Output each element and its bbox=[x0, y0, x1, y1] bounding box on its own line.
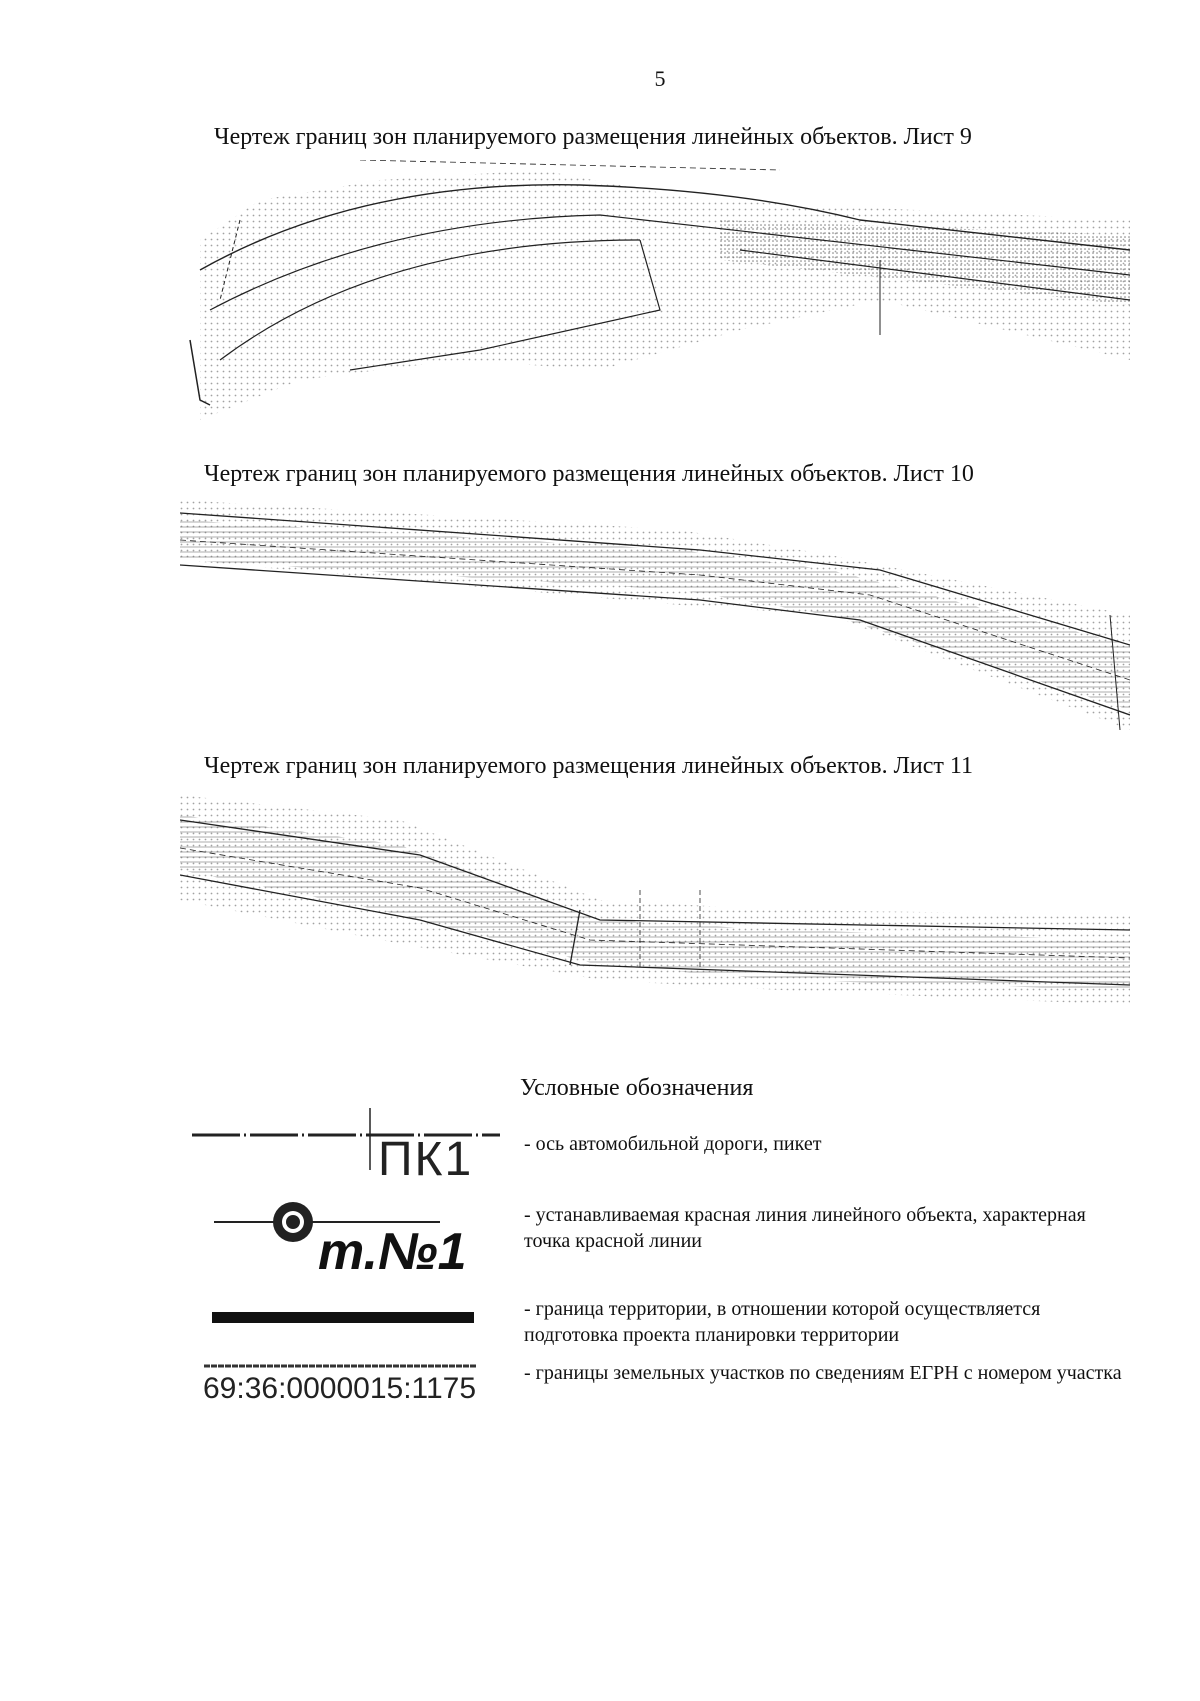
cadastral-number: 69:36:0000015:1175 bbox=[203, 1372, 477, 1405]
sheet-10-title: Чертеж границ зон планируемого размещения линейных объектов. Лист 10 bbox=[204, 461, 974, 487]
sheet-9-drawing bbox=[180, 160, 1130, 420]
picket-label: ПК1 bbox=[378, 1133, 474, 1186]
point-label: т.№1 bbox=[318, 1223, 467, 1281]
legend-item-road-axis: - ось автомобильной дороги, пикет bbox=[524, 1133, 822, 1155]
legend-title: Условные обозначения bbox=[520, 1075, 754, 1101]
page-number: 5 bbox=[654, 66, 666, 91]
legend-item-territory-boundary: - граница территории, в отношении которой осуществляется подготовка проекта планировки территории bbox=[524, 1298, 1041, 1346]
legend-item-red-line: - устанавливаемая красная линия линейного объекта, характерная точка красной линии bbox=[524, 1204, 1086, 1252]
sheet-11-title: Чертеж границ зон планируемого размещения линейных объектов. Лист 11 bbox=[204, 753, 973, 779]
sheet-9-title: Чертеж границ зон планируемого размещения линейных объектов. Лист 9 bbox=[214, 124, 972, 150]
sheet-10-drawing bbox=[180, 495, 1130, 745]
territory-boundary-icon bbox=[190, 1310, 480, 1326]
legend-item-land-plots: - границы земельных участков по сведениям ЕГРН с номером участка bbox=[524, 1362, 1122, 1384]
sheet-11-drawing bbox=[180, 790, 1130, 1020]
